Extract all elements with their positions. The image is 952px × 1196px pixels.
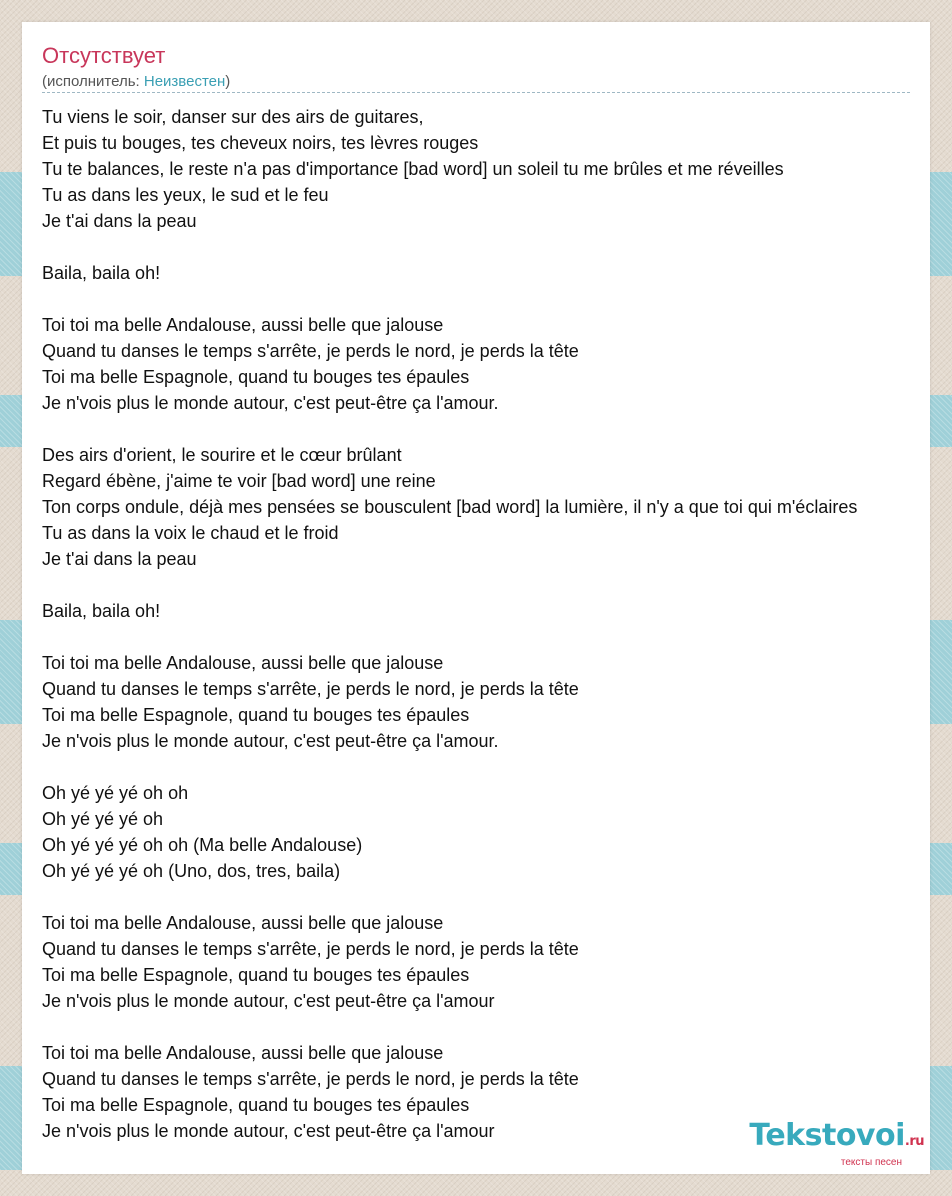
lyric-line: Oh yé yé yé oh (Uno, dos, tres, baila) (42, 861, 341, 881)
lyric-blank-line (42, 234, 930, 260)
lyric-line: Quand tu danses le temps s'arrête, je perds le nord, je perds la tête (42, 679, 579, 699)
header-divider (42, 92, 910, 93)
lyric-line: Toi toi ma belle Andalouse, aussi belle que jalouse (42, 1043, 444, 1063)
lyric-line: Je n'vois plus le monde autour, c'est peut-être ça l'amour (42, 1121, 495, 1141)
site-logo[interactable] (749, 1120, 924, 1168)
lyric-blank-line (42, 1014, 930, 1040)
logo-tagline: тексты песен (840, 1157, 902, 1168)
lyric-line: Toi ma belle Espagnole, quand tu bouges tes épaules (42, 705, 470, 725)
lyric-line: Oh yé yé yé oh oh (Ma belle Andalouse) (42, 835, 363, 855)
lyric-blank-line (42, 624, 930, 650)
lyric-line: Tu as dans la voix le chaud et le froid (42, 523, 339, 543)
lyric-line: Ton corps ondule, déjà mes pensées se bousculent [bad word] la lumière, il n'y a que toi qui m'éclaires (42, 497, 858, 517)
lyric-line: Toi toi ma belle Andalouse, aussi belle que jalouse (42, 315, 444, 335)
artist-link[interactable]: Неизвестен (143, 73, 226, 90)
lyric-blank-line (42, 572, 930, 598)
song-title: Отсутствует (42, 43, 166, 68)
lyric-line: Baila, baila oh! (42, 263, 161, 283)
lyric-line: Oh yé yé yé oh oh (42, 783, 189, 803)
lyric-line: Je t'ai dans la peau (42, 549, 197, 569)
lyric-line: Toi ma belle Espagnole, quand tu bouges tes épaules (42, 367, 470, 387)
lyric-line: Toi toi ma belle Andalouse, aussi belle que jalouse (42, 653, 444, 673)
lyric-line: Baila, baila oh! (42, 601, 161, 621)
lyric-line: Toi ma belle Espagnole, quand tu bouges tes épaules (42, 965, 470, 985)
lyric-line: Tu viens le soir, danser sur des airs de guitares, (42, 107, 424, 127)
lyric-line: Quand tu danses le temps s'arrête, je perds le nord, je perds la tête (42, 341, 579, 361)
lyrics-card (22, 22, 930, 1174)
lyric-line: Quand tu danses le temps s'arrête, je perds le nord, je perds la tête (42, 939, 579, 959)
lyric-line: Je n'vois plus le monde autour, c'est peut-être ça l'amour. (42, 731, 499, 751)
artist-suffix: ) (225, 73, 231, 90)
lyric-blank-line (42, 754, 930, 780)
lyric-blank-line (42, 286, 930, 312)
lyrics-body (42, 104, 930, 1144)
lyric-line: Je n'vois plus le monde autour, c'est peut-être ça l'amour (42, 991, 495, 1011)
lyric-line: Et puis tu bouges, tes cheveux noirs, tes lèvres rouges (42, 133, 479, 153)
lyric-line: Quand tu danses le temps s'arrête, je perds le nord, je perds la tête (42, 1069, 579, 1089)
lyric-line: Tu as dans les yeux, le sud et le feu (42, 185, 329, 205)
lyric-line: Tu te balances, le reste n'a pas d'importance [bad word] un soleil tu me brûles et me réveilles (42, 159, 784, 179)
lyric-blank-line (42, 884, 930, 910)
lyric-line: Je n'vois plus le monde autour, c'est peut-être ça l'amour. (42, 393, 499, 413)
lyric-line: Oh yé yé yé oh (42, 809, 164, 829)
lyric-line: Regard ébène, j'aime te voir [bad word] une reine (42, 471, 436, 491)
artist-prefix: (исполнитель: (42, 73, 144, 90)
artist-line (42, 72, 230, 92)
lyric-line: Toi ma belle Espagnole, quand tu bouges tes épaules (42, 1095, 470, 1115)
lyric-line: Des airs d'orient, le sourire et le cœur brûlant (42, 445, 402, 465)
lyric-line: Toi toi ma belle Andalouse, aussi belle que jalouse (42, 913, 444, 933)
lyric-line: Je t'ai dans la peau (42, 211, 197, 231)
logo-tld: .ru (904, 1134, 924, 1149)
lyric-blank-line (42, 416, 930, 442)
logo-brand: Tekstovoi (749, 1118, 905, 1153)
